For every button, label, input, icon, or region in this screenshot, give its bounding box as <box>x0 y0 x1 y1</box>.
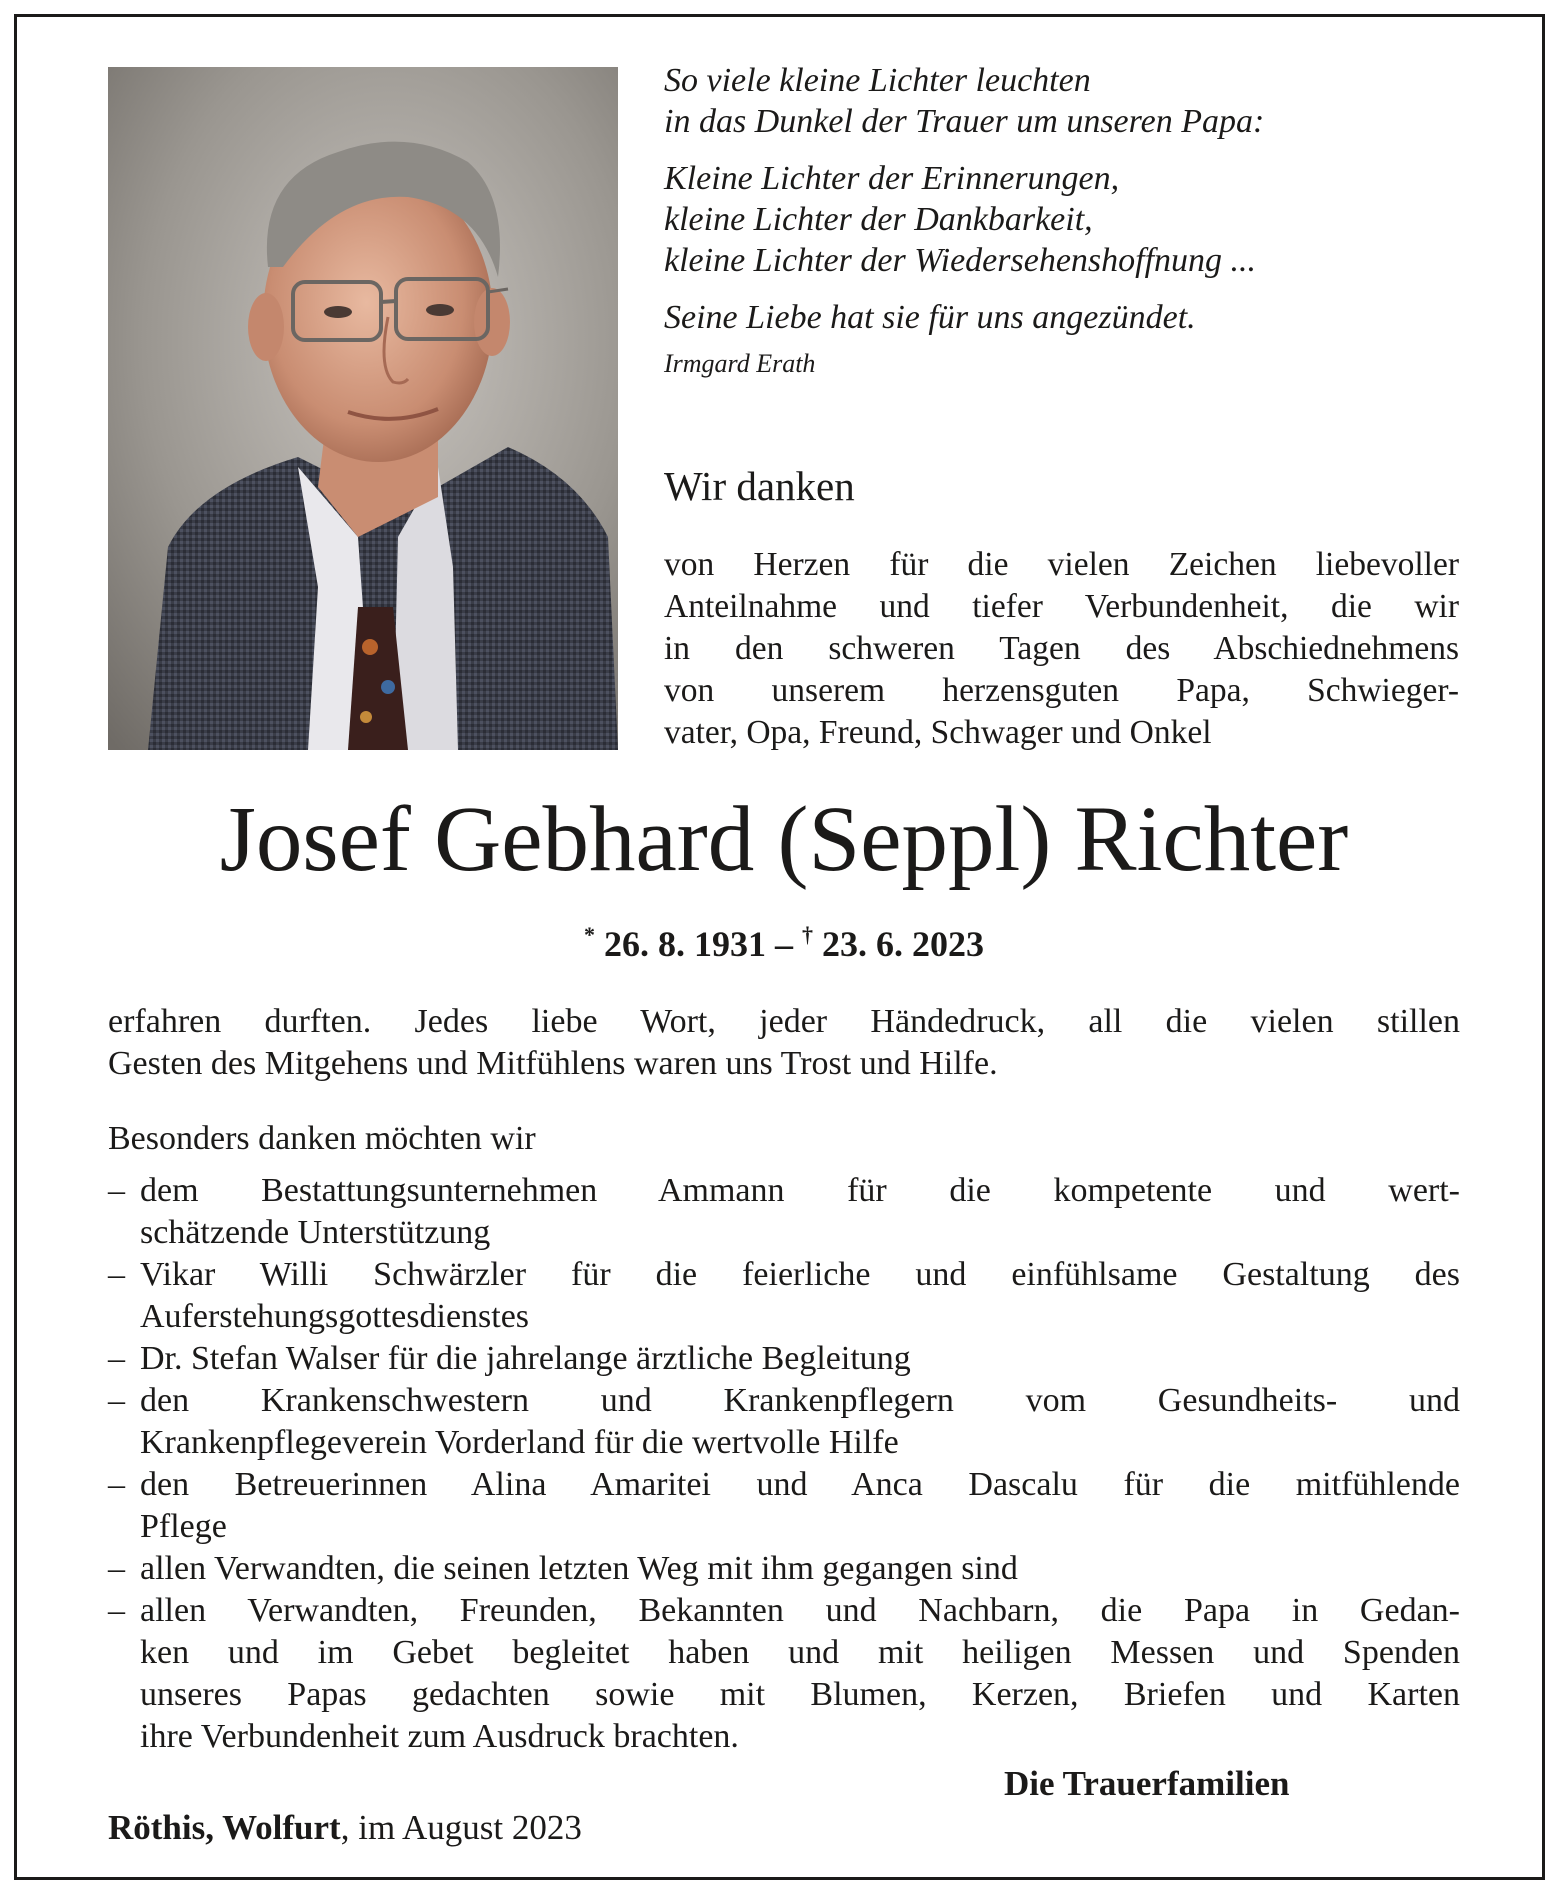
poem-line: in das Dunkel der Trauer um unseren Papa: <box>664 103 1265 140</box>
poem-author: Irmgard Erath <box>664 349 816 378</box>
special-thanks-intro: Besonders danken möchten wir <box>108 1120 536 1157</box>
date-separator: – <box>775 924 793 964</box>
poem-line: kleine Lichter der Dankbarkeit, <box>664 201 1093 238</box>
list-item-line: Auferstehungsgottesdienstes <box>140 1298 530 1335</box>
thanks-intro <box>664 544 1459 754</box>
list-dash: – <box>108 1466 125 1503</box>
list-dash: – <box>108 1256 125 1293</box>
list-item-line: allen Verwandten, die seinen letzten Weg mit ihm gegangen sind <box>140 1550 1018 1587</box>
poem-stanza-2 <box>664 158 1484 281</box>
death-date: 23. 6. 2023 <box>822 924 984 964</box>
deceased-name: Josef Gebhard (Seppl) Richter <box>219 788 1349 891</box>
list-item <box>108 1464 1460 1548</box>
birth-symbol: * <box>584 922 595 947</box>
list-dash: – <box>108 1550 125 1587</box>
paragraph-line: erfahren durften. Jedes liebe Wort, jeder Händedruck, all die vielen stillen <box>108 1003 1460 1040</box>
place-date: , im August 2023 <box>340 1808 582 1847</box>
thanks-intro-line: Anteilnahme und tiefer Verbundenheit, die wir <box>664 588 1459 625</box>
list-item <box>108 1338 1460 1380</box>
poem-line: kleine Lichter der Wiedersehenshoffnung ... <box>664 242 1257 279</box>
list-item <box>108 1254 1460 1338</box>
portrait-photo <box>108 67 618 750</box>
paragraph-line: Gesten des Mitgehens und Mitfühlens waren uns Trost und Hilfe. <box>108 1045 998 1082</box>
thanks-intro-line: in den schweren Tagen des Abschiednehmens <box>664 630 1459 667</box>
list-item-line: unseres Papas gedachten sowie mit Blumen, Kerzen, Briefen und Karten <box>140 1676 1460 1713</box>
death-symbol: † <box>802 922 813 947</box>
list-item-line: Krankenpflegeverein Vorderland für die wertvolle Hilfe <box>140 1424 899 1461</box>
list-item <box>108 1380 1460 1464</box>
list-item-line: ken und im Gebet begleitet haben und mit heiligen Messen und Spenden <box>140 1634 1460 1671</box>
list-item-line: den Krankenschwestern und Krankenpflegern vom Gesundheits- und <box>140 1382 1460 1419</box>
poem-stanza-3 <box>664 297 1484 338</box>
list-dash: – <box>108 1340 125 1377</box>
list-item <box>108 1170 1460 1254</box>
list-item-line: den Betreuerinnen Alina Amaritei und Anca Dascalu für die mitfühlende <box>140 1466 1460 1503</box>
list-item <box>108 1590 1460 1758</box>
poem-stanza-1 <box>664 60 1484 142</box>
list-item-line: Pflege <box>140 1508 227 1545</box>
continuation-paragraph <box>108 1001 1460 1085</box>
special-thanks-list <box>108 1170 1460 1758</box>
poem-line: Kleine Lichter der Erinnerungen, <box>664 160 1120 197</box>
list-dash: – <box>108 1172 125 1209</box>
poem-line: Seine Liebe hat sie für uns angezündet. <box>664 299 1196 336</box>
list-item-line: Dr. Stefan Walser für die jahrelange ärztliche Begleitung <box>140 1340 911 1377</box>
list-dash: – <box>108 1592 125 1629</box>
list-item-line: allen Verwandten, Freunden, Bekannten und Nachbarn, die Papa in Gedan- <box>140 1592 1460 1629</box>
thanks-intro-line: vater, Opa, Freund, Schwager und Onkel <box>664 714 1212 751</box>
birth-date: 26. 8. 1931 <box>604 924 766 964</box>
signature: Die Trauerfamilien <box>1004 1764 1290 1803</box>
thanks-intro-line: von unserem herzensguten Papa, Schwieger- <box>664 672 1459 709</box>
list-item-line: Vikar Willi Schwärzler für die feierliche und einfühlsame Gestaltung des <box>140 1256 1460 1293</box>
thanks-intro-line: von Herzen für die vielen Zeichen liebevoller <box>664 546 1459 583</box>
list-item <box>108 1548 1460 1590</box>
poem-line: So viele kleine Lichter leuchten <box>664 62 1091 99</box>
place-towns: Röthis, Wolfurt <box>108 1808 341 1847</box>
place-and-date <box>108 1808 582 1848</box>
list-item-line: ihre Verbundenheit zum Ausdruck brachten. <box>140 1718 739 1755</box>
list-item-line: dem Bestattungsunternehmen Ammann für die kompetente und wert- <box>140 1172 1460 1209</box>
poem <box>664 60 1484 380</box>
list-item-line: schätzende Unterstützung <box>140 1214 491 1251</box>
list-dash: – <box>108 1382 125 1419</box>
thanks-heading: Wir danken <box>664 463 855 509</box>
life-dates <box>108 922 1460 965</box>
